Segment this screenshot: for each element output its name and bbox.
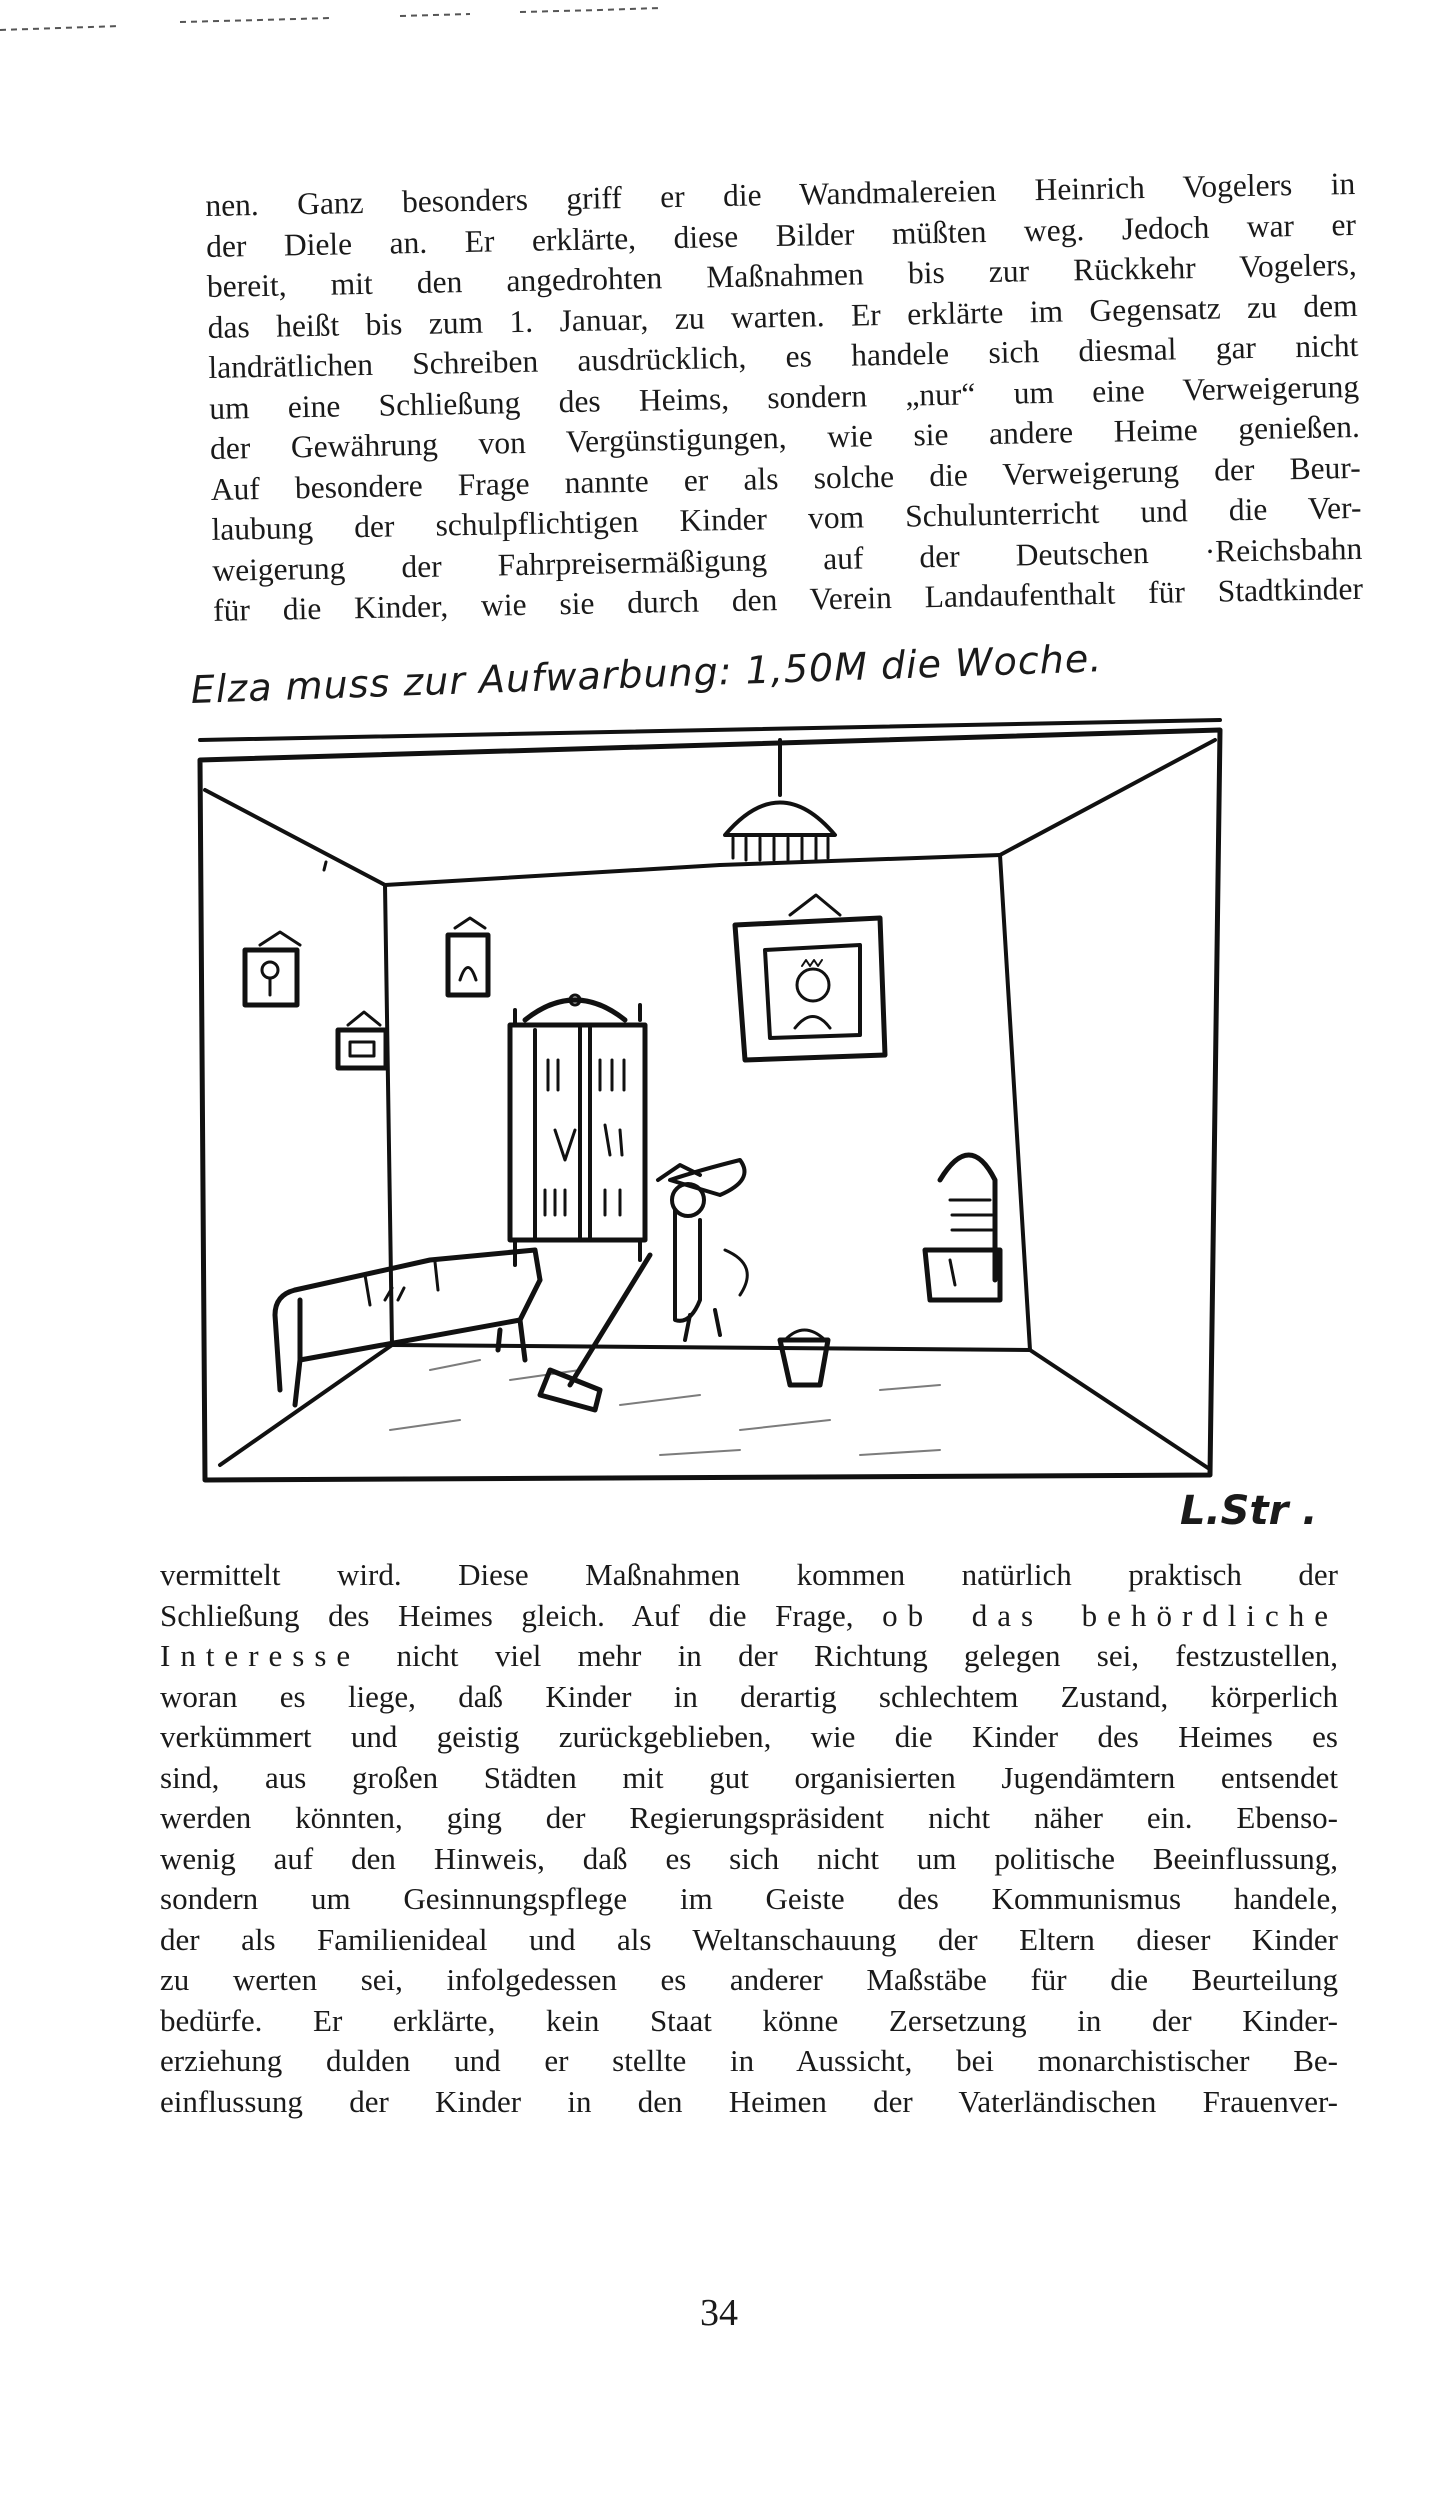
lower-paragraph: [160, 1555, 1338, 2122]
text-line: bereit, mit den angedrohten Maßnahmen bis zur Rückkehr Vogelers,: [206, 246, 1358, 304]
text-line: sind, aus großen Städten mit gut organisierten Jugendämtern entsendet: [160, 1759, 1338, 1795]
text-line: wenig auf den Hinweis, daß es sich nicht um politische Beeinflussung,: [160, 1840, 1338, 1876]
text-line: das heißt bis zum 1. Januar, zu warten. Er erklärte im Gegensatz zu dem: [207, 287, 1358, 345]
text-line: [160, 1636, 1338, 1677]
text-line: vermittelt wird. Diese Maßnahmen kommen natürlich praktisch der: [160, 1557, 1338, 1592]
text-line: landrätlichen Schreiben ausdrücklich, es handele sich diesmal gar nicht: [208, 327, 1359, 385]
text-line: einflussung der Kinder in den Heimen der Vaterländischen Frauenver-: [160, 2083, 1338, 2119]
room-outline: [200, 730, 1220, 1480]
drawing-caption: Elza muss zur Aufwarbung: 1,50M die Woche.: [190, 636, 1103, 712]
wall-pictures: [245, 895, 885, 1068]
page-number: 34: [700, 2292, 738, 2334]
emphasized-text: Interesse: [160, 1638, 361, 1673]
emphasized-text: ob das behördliche: [882, 1597, 1339, 1633]
upper-paragraph: [205, 164, 1363, 631]
text-line: erziehung dulden und er stellte in Aussicht, bei monarchistischer Be-: [160, 2043, 1338, 2078]
drawing-signature: L.Str .: [1180, 1488, 1318, 1534]
text-line: sondern um Gesinnungspflege im Geiste des Kommunismus handele,: [160, 1881, 1338, 1916]
wardrobe: [510, 995, 645, 1265]
text-line: für die Kinder, wie sie durch den Verein Landaufenthalt für Stadtkinder: [212, 570, 1364, 628]
ceiling-lamp: [725, 740, 835, 860]
wall-stroke: [324, 862, 326, 870]
text-line: um eine Schließung des Heims, sondern „nur“ um eine Verweigerung: [208, 368, 1360, 426]
text-line: Auf besondere Frage nannte er als solche die Verweigerung der Beur-: [210, 449, 1361, 507]
text-line: bedürfe. Er erklärte, kein Staat könne Zersetzung in der Kinder-: [160, 2002, 1338, 2038]
text-line: woran es liege, daß Kinder in derartig schlechtem Zustand, körperlich: [160, 1678, 1338, 1714]
text-line: der als Familienideal und als Weltanschauung der Eltern dieser Kinder: [160, 1921, 1338, 1957]
text-line: [160, 1596, 1338, 1637]
text-segment: nicht viel mehr in der Richtung gelegen sei, festzustellen,: [396, 1638, 1338, 1673]
text-line: weigerung der Fahrpreisermäßigung auf der Deutschen ·Reichsbahn: [212, 530, 1363, 588]
text-line: der Diele an. Er erklärte, diese Bilder müßten weg. Jedoch war er: [205, 206, 1357, 264]
scan-edge-noise: [0, 0, 720, 40]
child-drawing-room: [180, 660, 1260, 1560]
chair: [925, 1155, 1000, 1300]
text-line: verkümmert und geistig zurückgeblieben, wie die Kinder des Heimes es: [160, 1719, 1338, 1754]
floor-scribbles: [390, 1360, 940, 1455]
text-line: laubung der schulpflichtigen Kinder vom Schulunterricht und die Ver-: [211, 489, 1362, 547]
text-line: der Gewährung von Vergünstigungen, wie sie andere Heime genießen.: [209, 408, 1361, 466]
bucket: [780, 1330, 828, 1385]
text-line: zu werten sei, infolgedessen es anderer Maßstäbe für die Beurteilung: [160, 1962, 1338, 1997]
text-segment: Schließung des Heimes gleich. Auf die Frage,: [160, 1597, 854, 1633]
sofa: [275, 1250, 540, 1405]
text-line: werden könnten, ging der Regierungspräsident nicht näher ein. Ebenso-: [160, 1800, 1338, 1835]
text-line: nen. Ganz besonders griff er die Wandmalereien Heinrich Vogelers in: [205, 165, 1356, 223]
